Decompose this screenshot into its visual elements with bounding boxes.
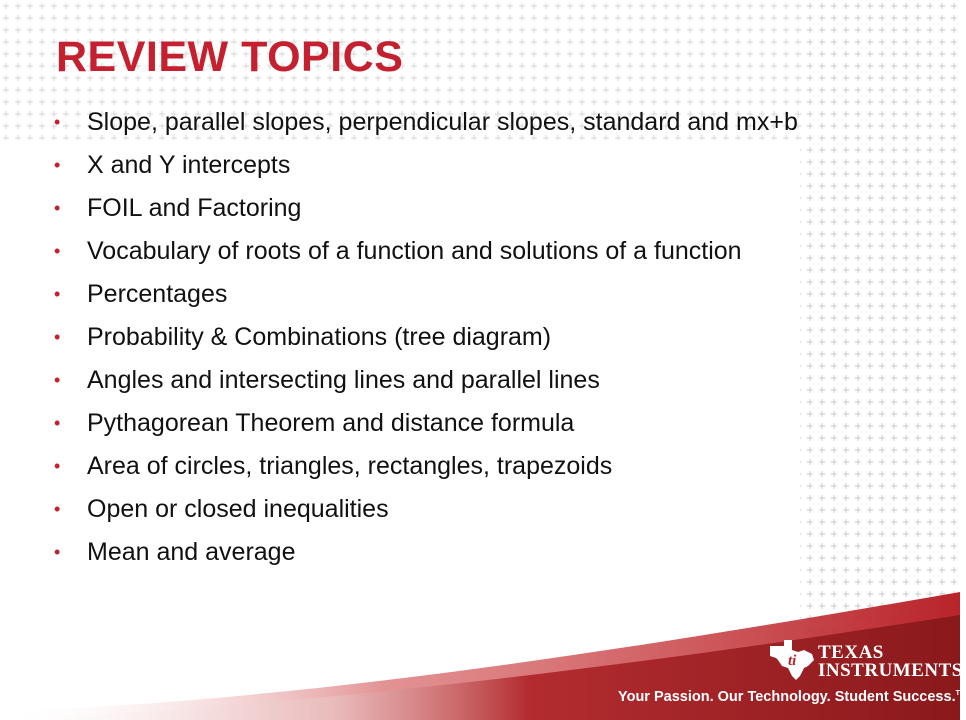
- topic-item: [52, 279, 852, 310]
- topic-text: X and Y intercepts: [87, 151, 291, 179]
- topic-text: Mean and average: [87, 538, 296, 566]
- topic-item: [52, 107, 852, 138]
- tagline-text: Your Passion. Our Technology. Student Success.: [618, 689, 956, 705]
- bullet-icon: •: [54, 456, 61, 476]
- topic-item: [52, 451, 852, 482]
- topic-text: Area of circles, triangles, rectangles, trapezoids: [87, 452, 613, 480]
- topic-item: [52, 193, 852, 224]
- bullet-icon: •: [54, 370, 61, 390]
- topic-text: Slope, parallel slopes, perpendicular slopes, standard and mx+b: [87, 108, 798, 136]
- bullet-icon: •: [54, 499, 61, 519]
- bullet-icon: •: [54, 327, 61, 347]
- topic-text: Probability & Combinations (tree diagram): [87, 323, 552, 351]
- topic-item: [52, 236, 852, 267]
- topic-text: Pythagorean Theorem and distance formula: [87, 409, 575, 437]
- topic-item: [52, 494, 852, 525]
- bullet-icon: •: [54, 112, 61, 132]
- topic-text: Angles and intersecting lines and parallel lines: [87, 366, 600, 394]
- bullet-icon: •: [54, 284, 61, 304]
- topic-item: [52, 537, 852, 568]
- topic-item: [52, 322, 852, 353]
- trademark-mark: TM: [955, 690, 966, 698]
- bullet-icon: •: [54, 413, 61, 433]
- ti-brand-line1: TEXAS: [818, 642, 884, 663]
- topic-text: Vocabulary of roots of a function and solutions of a function: [87, 237, 742, 265]
- topic-item: [52, 150, 852, 181]
- ti-brand-line2: INSTRUMENTS: [818, 660, 963, 681]
- ti-logo-icon: [768, 638, 816, 682]
- topic-text: FOIL and Factoring: [87, 194, 302, 222]
- topic-text: Percentages: [87, 280, 228, 308]
- topic-item: [52, 365, 852, 396]
- bullet-icon: •: [54, 542, 61, 562]
- bullet-icon: •: [54, 198, 61, 218]
- topic-text: Open or closed inequalities: [87, 495, 389, 523]
- bullet-icon: •: [54, 241, 61, 261]
- topic-item: [52, 408, 852, 439]
- slide-title: REVIEW TOPICS: [56, 33, 404, 81]
- ti-brand-name: [818, 644, 963, 680]
- topic-list: [52, 107, 852, 580]
- tagline: [618, 689, 966, 705]
- svg-text:ti: ti: [788, 653, 797, 669]
- bullet-icon: •: [54, 155, 61, 175]
